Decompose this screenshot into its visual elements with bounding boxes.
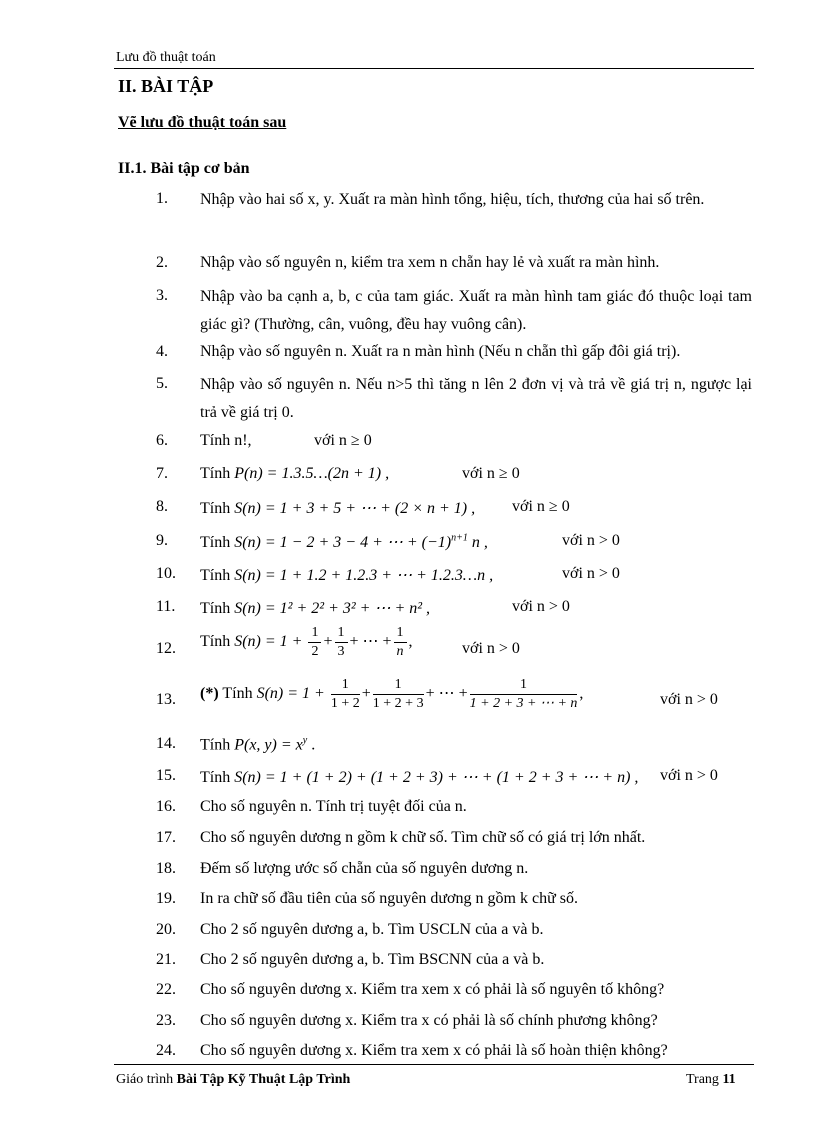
item-text: Cho số nguyên dương x. Kiểm tra x có phải là số chính phương không? xyxy=(200,1012,658,1029)
item-number: 1. xyxy=(156,190,168,207)
item-formula: Tính P(x, $y) = x^y$ . xyxy=(200,735,316,754)
item-condition: với n > 0 xyxy=(660,691,718,708)
item-text: Cho 2 số nguyên dương a, b. Tìm USCLN của a và b. xyxy=(200,921,544,938)
item-formula: (*) Tính S(n) = 1 + $\frac{1}{1 + 2}$ + $\frac{1}{1 + 2 + 3}$ + ⋯ + $\frac{1}{1 + 2 + 3 + \cdots + n}$ , xyxy=(200,677,584,711)
item-number: 19. xyxy=(156,890,176,907)
item-number: 15. xyxy=(156,767,176,784)
item-condition: với n ≥ 0 xyxy=(462,465,520,482)
subheading: Vẽ lưu đồ thuật toán sau xyxy=(118,114,287,131)
item-number: 7. xyxy=(156,465,168,482)
item-formula: Tính P(n) = 1.3.5…(2n + 1) , xyxy=(200,465,390,482)
item-number: 23. xyxy=(156,1012,176,1029)
item-number: 20. xyxy=(156,921,176,938)
item-condition: với n > 0 xyxy=(562,532,620,549)
item-number: 18. xyxy=(156,860,176,877)
subsection-heading: II.1. Bài tập cơ bản xyxy=(118,160,250,177)
item-text: Cho số nguyên dương n gồm k chữ số. Tìm chữ số có giá trị lớn nhất. xyxy=(200,829,646,846)
item-condition: với n ≥ 0 xyxy=(512,498,570,515)
item-number: 8. xyxy=(156,498,168,515)
item-text: In ra chữ số đầu tiên của số nguyên dương n gồm k chữ số. xyxy=(200,890,578,907)
item-number: 10. xyxy=(156,565,176,582)
item-number: 12. xyxy=(156,640,176,657)
item-condition: với n > 0 xyxy=(512,598,570,615)
footer-divider xyxy=(114,1064,754,1065)
item-text: Cho số nguyên n. Tính trị tuyệt đối của n. xyxy=(200,798,467,815)
item-text: Nhập vào số nguyên n. Nếu n>5 thì tăng n lên 2 đơn vị và trả về giá trị n, ngược lại trả về giá trị 0. xyxy=(200,376,752,421)
item-text: Nhập vào ba cạnh a, b, c của tam giác. Xuất ra màn hình tam giác đó thuộc loại tam giác gì? (Thường, cân, vuông, đều hay vuông cân). xyxy=(200,288,752,333)
item-formula: Tính S(n) = 1 + $\frac{1}{2}$ + $\frac{1}{3}$ + ⋯ + $\frac{1}{n}$ , xyxy=(200,625,413,659)
item-text: Cho số nguyên dương x. Kiểm tra xem x có phải là số hoàn thiện không? xyxy=(200,1042,668,1059)
item-number: 21. xyxy=(156,951,176,968)
item-number: 11. xyxy=(156,598,176,615)
item-text: Nhập vào hai số x, y. Xuất ra màn hình tổng, hiệu, tích, thương của hai số trên. xyxy=(200,191,705,208)
item-text: Nhập vào số nguyên n, kiểm tra xem n chẵn hay lẻ và xuất ra màn hình. xyxy=(200,254,660,271)
item-formula: Tính S(n) = 1 − 2 + 3 − 4 + ⋯ + $(-1)^{n+1}$ n , xyxy=(200,532,488,551)
item-number: 14. xyxy=(156,735,176,752)
footer-book-title: Giáo trình Bài Tập Kỹ Thuật Lập Trình xyxy=(116,1072,351,1087)
item-formula: Tính S(n) = 1 + (1 + 2) + (1 + 2 + 3) + ⋯ + (1 + 2 + 3 + ⋯ + n) , xyxy=(200,769,639,786)
item-text: Cho số nguyên dương x. Kiểm tra xem x có phải là số nguyên tố không? xyxy=(200,981,665,998)
item-text: Nhập vào số nguyên n. Xuất ra n màn hình (Nếu n chẵn thì gấp đôi giá trị). xyxy=(200,343,681,360)
item-number: 13. xyxy=(156,691,176,708)
item-number: 4. xyxy=(156,343,168,360)
item-number: 9. xyxy=(156,532,168,549)
item-text: Tính n!, xyxy=(200,432,252,449)
item-number: 2. xyxy=(156,254,168,271)
item-text: Cho 2 số nguyên dương a, b. Tìm BSCNN của a và b. xyxy=(200,951,545,968)
header-divider xyxy=(114,68,754,69)
item-condition: với n > 0 xyxy=(562,565,620,582)
running-header: Lưu đồ thuật toán xyxy=(116,50,216,65)
item-formula: Tính S(n) = 1² + 2² + 3² + ⋯ + n² , xyxy=(200,600,431,617)
item-number: 16. xyxy=(156,798,176,815)
item-number: 6. xyxy=(156,432,168,449)
page-number: Trang 11 xyxy=(686,1072,736,1087)
section-heading: II. BÀI TẬP xyxy=(118,76,214,96)
item-number: 17. xyxy=(156,829,176,846)
item-condition: với n > 0 xyxy=(660,767,718,784)
item-text: Đếm số lượng ước số chẵn của số nguyên dương n. xyxy=(200,860,529,877)
item-number: 24. xyxy=(156,1042,176,1059)
item-number: 5. xyxy=(156,375,168,392)
item-formula: Tính S(n) = 1 + 3 + 5 + ⋯ + (2 × n + 1) , xyxy=(200,500,476,517)
item-number: 3. xyxy=(156,287,168,304)
item-condition: với n ≥ 0 xyxy=(314,432,372,449)
item-condition: với n > 0 xyxy=(462,640,520,657)
item-number: 22. xyxy=(156,981,176,998)
item-formula: Tính S(n) = 1 + 1.2 + 1.2.3 + ⋯ + 1.2.3…n , xyxy=(200,567,494,584)
